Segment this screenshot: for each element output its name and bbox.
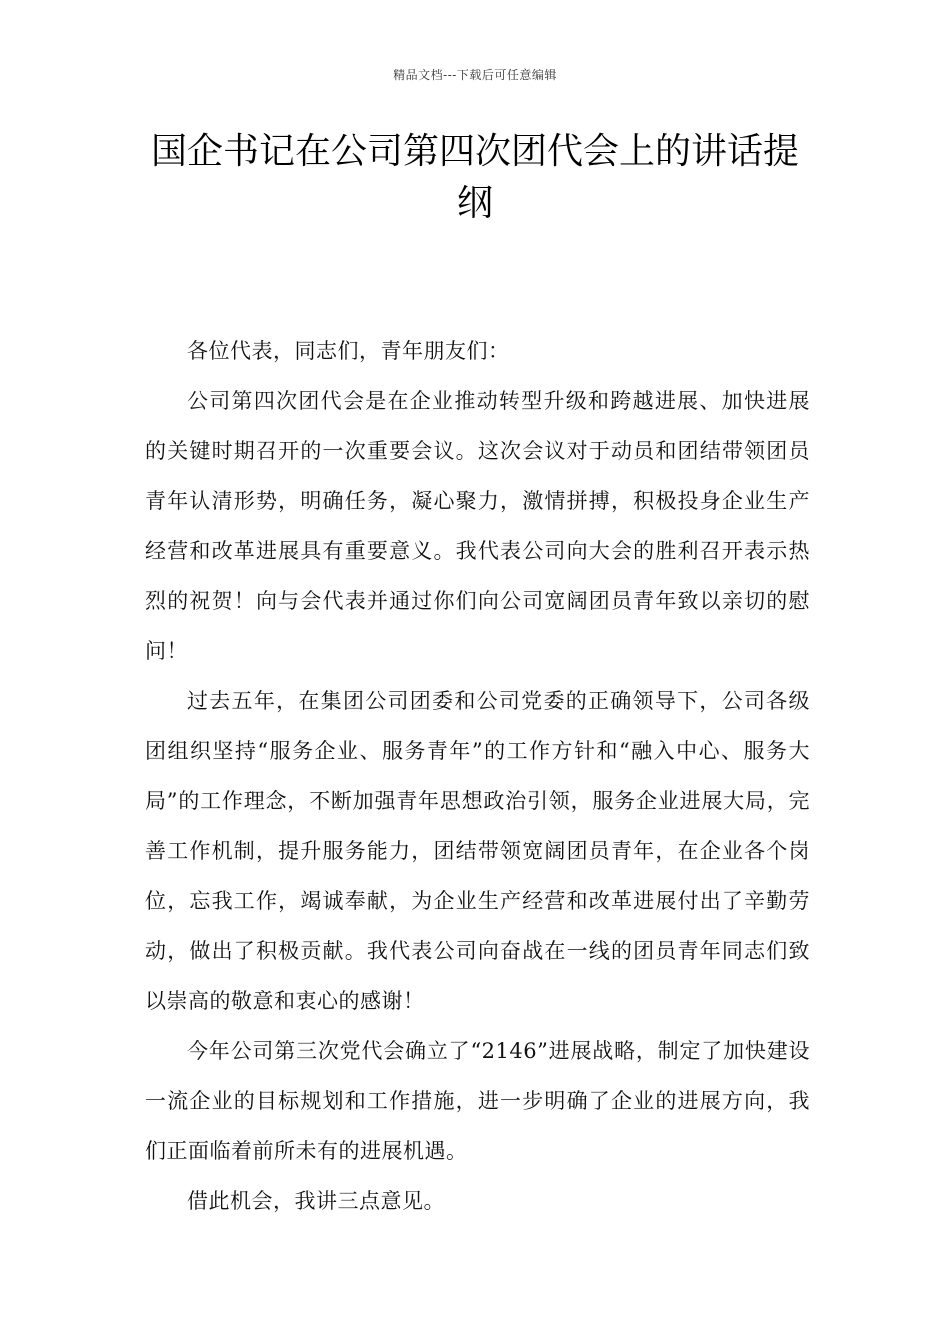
- body-paragraph: 借此机会，我讲三点意见。: [187, 1189, 445, 1213]
- body-paragraph: 过去五年，在集团公司团委和公司党委的正确领导下，公司各级团组织坚持“服务企业、服务青年”的工作方针和“融入中心、服务大局”的工作理念，不断加强青年思想政治引领，服务企业进展大局，完善工作机制，提升服务能力，团结带领宽阔团员青年，在企业各个岗位，忘我工作，竭诚奉献，为企业生产经营和改革进展付出了辛勤劳动，做出了积极贡献。我代表公司向奋战在一线的团员青年同志们致以崇高的敬意和衷心的感谢！: [145, 689, 810, 1013]
- page-header: 精品文档---下载后可任意编辑: [393, 68, 557, 82]
- document-body: [145, 326, 810, 1226]
- document-title: 国企书记在公司第四次团代会上的讲话提纲: [150, 131, 799, 224]
- salutation-paragraph: 各位代表，同志们，青年朋友们：: [187, 339, 510, 363]
- body-paragraph: 今年公司第三次党代会确立了“2146”进展战略，制定了加快建设一流企业的目标规划和工作措施，进一步明确了企业的进展方向，我们正面临着前所未有的进展机遇。: [145, 1039, 810, 1163]
- body-paragraph: 公司第四次团代会是在企业推动转型升级和跨越进展、加快进展的关键时期召开的一次重要会议。这次会议对于动员和团结带领团员青年认清形势，明确任务，凝心聚力，激情拼搏，积极投身企业生产经营和改革进展具有重要意义。我代表公司向大会的胜利召开表示热烈的祝贺！向与会代表并通过你们向公司宽阔团员青年致以亲切的慰问！: [145, 389, 810, 663]
